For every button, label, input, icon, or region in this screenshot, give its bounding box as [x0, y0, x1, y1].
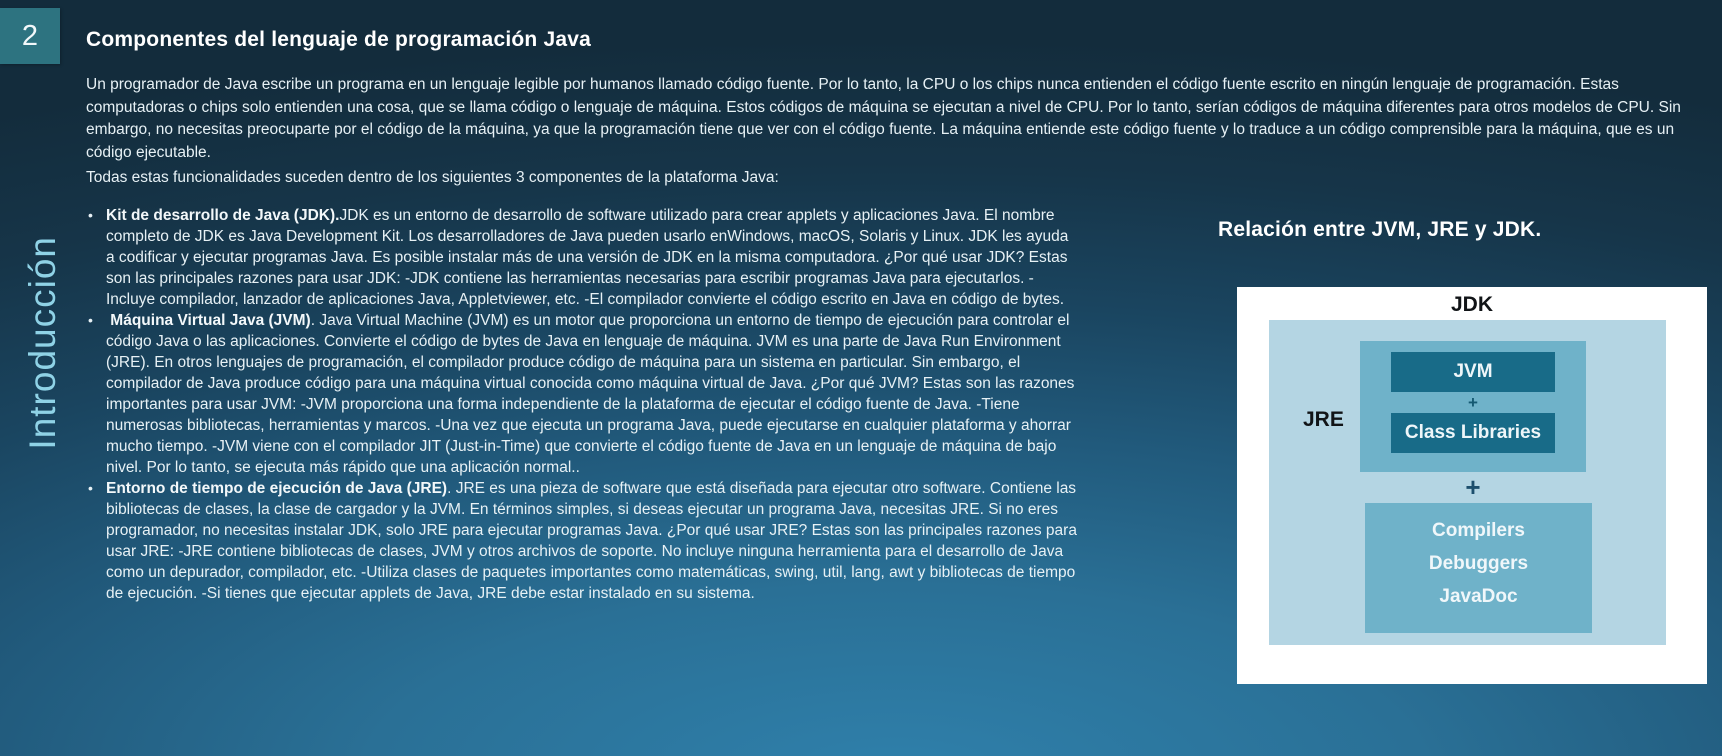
jre-inner-box [1360, 341, 1586, 472]
jdk-label: JDK [1450, 293, 1493, 316]
diagram-heading: Relación entre JVM, JRE y JDK. [1218, 218, 1542, 241]
class-libraries-box [1391, 413, 1555, 453]
bullet-icon: • [88, 312, 93, 328]
bullet-item-jdk [86, 205, 1078, 310]
bullet-jre-body: . JRE es una pieza de software que está diseñada para ejecutar otro software. Contiene las bibliotecas de clases, la clase de cargador y la JVM. En términos simples, si deseas ejecutar un programa Java, necesitas JRE. Si no eres programador, no necesitas instalar JDK, solo JRE para ejecutar programas Java. ¿Por qué usar JRE? Estas son las principales razones para usar JRE: -JRE contiene bibliotecas de clases, JVM y otros archivos de soporte. No incluye ninguna herramienta para el desarrollo de Java como un depurador, compilador, etc. -Utiliza clases de paquetes importantes como matemáticas, swing, util, lang, awt y bibliotecas de tiempo de ejecución. -Si tienes que ejecutar applets de Java, JRE debe estar instalado en su sistema. [106, 480, 1077, 602]
page-title: Componentes del lenguaje de programación Java [86, 28, 591, 51]
bullet-jre-lead: Entorno de tiempo de ejecución de Java (JRE) [106, 480, 448, 497]
bullet-jdk-body: JDK es un entorno de desarrollo de software utilizado para crear applets y aplicaciones Java. El nombre completo de JDK es Java Development Kit. Los desarrolladores de Java pueden usarlo enWindows, macOS, Solaris y Linux. JDK les ayuda a codificar y ejecutar programas Java. Es posible instalar más de una versión de JDK en la misma computadora. ¿Por qué usar JDK? Estas son las principales razones para usar JDK: -JDK contiene las herramientas necesarias para escribir programas Java para ejecutarlos. -Incluye compilador, lanzador de aplicaciones Java, Appletviewer, etc. -El compilador convierte el código escrito en Java en código de bytes. [106, 207, 1069, 308]
jre-label: JRE [1303, 408, 1344, 431]
section-label-vertical [16, 198, 70, 488]
jdk-tools-box [1365, 503, 1592, 633]
intro-paragraph: Un programador de Java escribe un programa en un lenguaje legible por humanos llamado código fuente. Por lo tanto, la CPU o los chips nunca entienden el código fuente escrito en ningún lenguaje de programación. Estas computadoras o chips solo entienden una cosa, que se llama código o lenguaje de máquina. Estos códigos de máquina se ejecutan a nivel de CPU. Por lo tanto, serían códigos de máquina diferentes para otros modelos de CPU. Sin embargo, no necesitas preocuparte por el código de la máquina, ya que la programación tiene que ver con el código fuente. La máquina entiende este código fuente y lo traduce a un código comprensible para la máquina, que es un código ejecutable. [86, 76, 1681, 161]
bullet-item-jre [86, 478, 1078, 604]
jdk-relationship-diagram [1237, 287, 1707, 684]
jvm-box [1391, 352, 1555, 392]
slide-number: 2 [21, 19, 39, 52]
tool-compilers: Compilers [1432, 520, 1525, 541]
bullet-jvm-lead: Máquina Virtual Java (JVM) [106, 312, 311, 329]
bullet-list [86, 205, 1078, 604]
slide-number-badge [0, 8, 60, 64]
tool-javadoc: JavaDoc [1439, 586, 1518, 607]
lead-in-text: Todas estas funcionalidades suceden dentro de los siguientes 3 componentes de la plataforma Java: [86, 169, 779, 186]
jdk-container-box [1269, 320, 1666, 645]
bullet-icon: • [88, 207, 93, 223]
bullet-jvm-body: . Java Virtual Machine (JVM) es un motor que proporciona un entorno de tiempo de ejecución para controlar el código Java o las aplicaciones. Convierte el código de bytes de Java en lenguaje de máquina. JVM es una parte de Java Run Environment (JRE). En otros lenguajes de programación, el compilador produce código de máquina para un sistema en particular. Sin embargo, el compilador de Java produce código para una máquina virtual conocida como máquina virtual de Java. ¿Por qué JVM? Estas son las razones importantes para usar JVM: -JVM proporciona una forma independiente de la plataforma de ejecutar el código fuente de Java. -Tiene numerosas bibliotecas, herramientas y marcos. -Una vez que ejecuta un programa Java, puede ejecutarse en cualquier plataforma y ahorrar mucho tiempo. -JVM viene con el compilador JIT (Just-in-Time) que convierte el código fuente de Java en un lenguaje de máquina de bajo nivel. Por lo tanto, se ejecuta más rápido que una aplicación normal.. [106, 312, 1075, 476]
class-libraries-label: Class Libraries [1404, 422, 1542, 443]
bullet-item-jvm [86, 310, 1078, 478]
plus-icon: + [1468, 393, 1478, 412]
tool-debuggers: Debuggers [1428, 553, 1529, 574]
plus-icon: + [1465, 472, 1481, 502]
section-label-text: Introducción [22, 236, 63, 450]
jvm-label: JVM [1453, 361, 1493, 382]
bullet-icon: • [88, 480, 93, 496]
bullet-jdk-lead: Kit de desarrollo de Java (JDK). [106, 207, 340, 224]
